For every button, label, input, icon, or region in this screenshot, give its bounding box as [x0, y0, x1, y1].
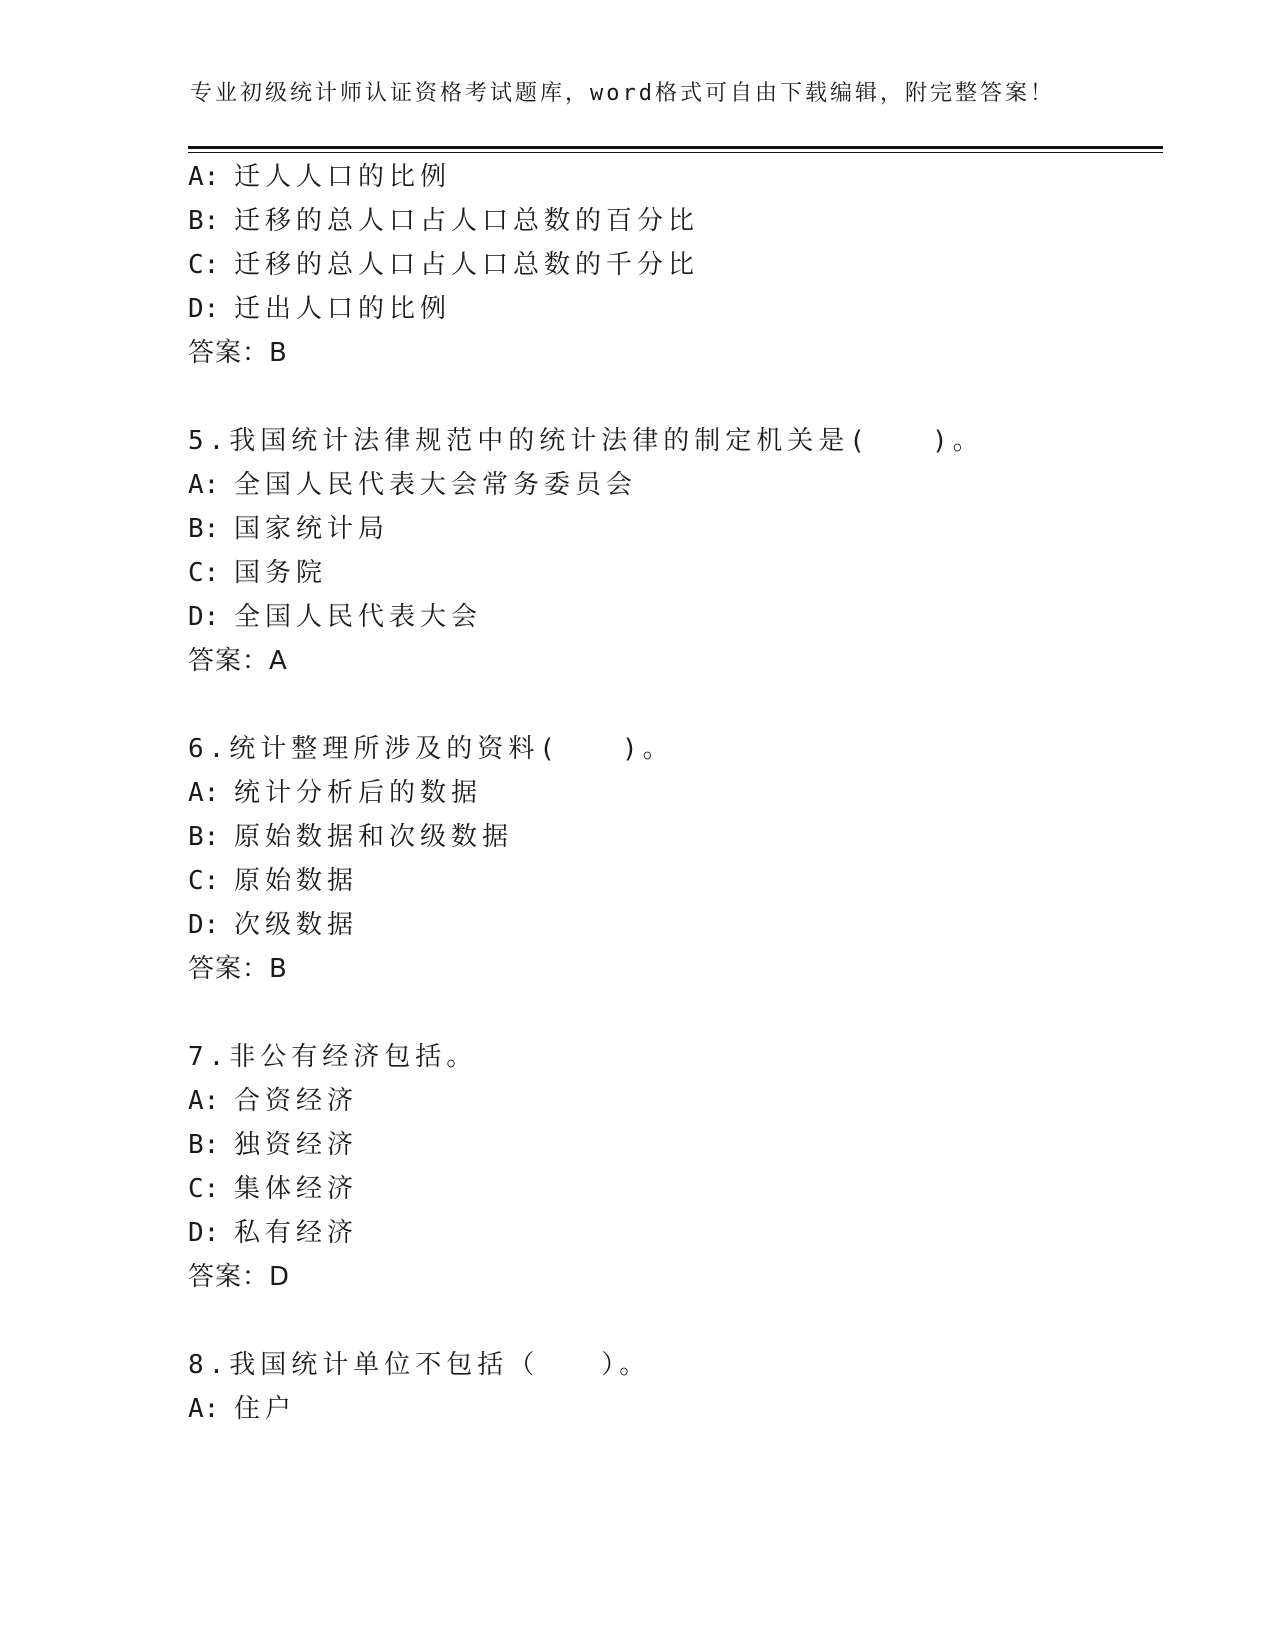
option-letter: B: [188, 514, 220, 544]
option-letter: A: [188, 162, 220, 192]
option-text: 合资经济 [234, 1086, 359, 1116]
option-letter: A: [188, 1394, 220, 1424]
option-letter: D: [188, 1218, 220, 1248]
option-text: 迁出人口的比例 [234, 294, 452, 324]
option-b [188, 513, 389, 545]
option-text: 原始数据和次级数据 [234, 822, 514, 852]
option-c [188, 865, 358, 897]
option-letter: C: [188, 250, 220, 280]
header-rule-thick [188, 146, 1163, 149]
page-header: 专业初级统计师认证资格考试题库，word格式可自由下载编辑，附完整答案！ [190, 81, 1055, 106]
option-b [188, 1129, 358, 1161]
option-text: 住户 [234, 1394, 297, 1424]
option-a [188, 469, 637, 501]
answer-line: 答案：B [188, 954, 288, 984]
option-a [188, 777, 482, 809]
option-text: 迁移的总人口占人口总数的千分比 [234, 250, 700, 280]
header-rule-thin [188, 152, 1163, 153]
option-letter: C: [188, 558, 220, 588]
option-text: 集体经济 [234, 1174, 359, 1204]
option-letter: B: [188, 206, 220, 236]
question-text: 7.非公有经济包括。 [188, 1042, 478, 1072]
option-letter: D: [188, 602, 220, 632]
option-b [188, 205, 699, 237]
option-text: 统计分析后的数据 [234, 778, 483, 808]
option-b [188, 821, 513, 853]
option-d [188, 1217, 358, 1249]
option-letter: B: [188, 1130, 220, 1160]
option-letter: A: [188, 470, 220, 500]
option-a [188, 161, 451, 193]
option-c [188, 249, 699, 281]
option-c [188, 1173, 358, 1205]
option-text: 私有经济 [234, 1218, 359, 1248]
option-c [188, 557, 327, 589]
question-text: 6.统计整理所涉及的资料( )。 [188, 734, 674, 764]
option-text: 国务院 [234, 558, 328, 588]
option-letter: C: [188, 1174, 220, 1204]
option-text: 全国人民代表大会常务委员会 [234, 470, 638, 500]
option-text: 国家统计局 [234, 514, 390, 544]
option-a [188, 1085, 358, 1117]
option-text: 迁人人口的比例 [234, 162, 452, 192]
option-letter: C: [188, 866, 220, 896]
answer-line: 答案：D [188, 1262, 291, 1292]
option-text: 全国人民代表大会 [234, 602, 483, 632]
answer-line: 答案：A [188, 646, 288, 676]
option-letter: A: [188, 1086, 220, 1116]
option-letter: A: [188, 778, 220, 808]
option-d [188, 909, 358, 941]
answer-line: 答案：B [188, 338, 288, 368]
option-text: 独资经济 [234, 1130, 359, 1160]
option-text: 次级数据 [234, 910, 359, 940]
option-d [188, 601, 482, 633]
option-a [188, 1393, 296, 1425]
option-text: 迁移的总人口占人口总数的百分比 [234, 206, 700, 236]
option-letter: D: [188, 910, 220, 940]
option-letter: D: [188, 294, 220, 324]
question-text: 8.我国统计单位不包括（ ）。 [188, 1350, 651, 1380]
option-letter: B: [188, 822, 220, 852]
option-d [188, 293, 451, 325]
option-text: 原始数据 [234, 866, 359, 896]
question-text: 5.我国统计法律规范中的统计法律的制定机关是( )。 [188, 426, 984, 456]
